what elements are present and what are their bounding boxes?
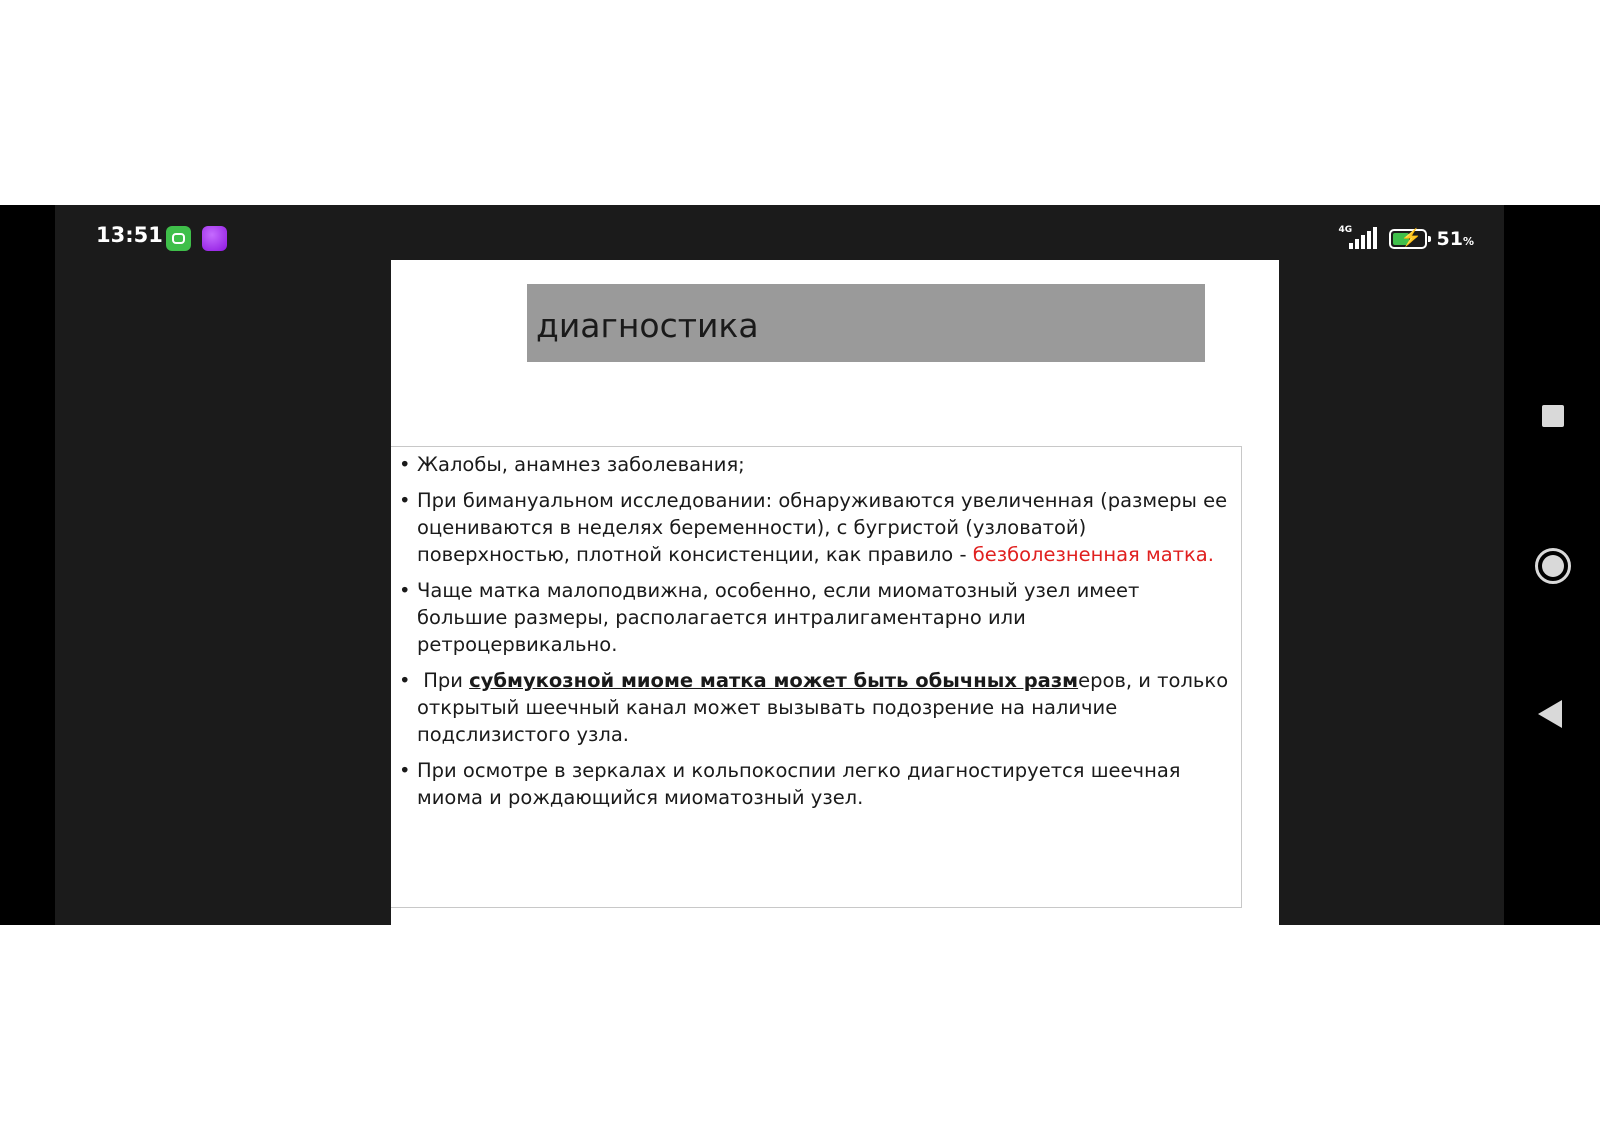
back-triangle-icon[interactable] (1538, 700, 1562, 728)
bullet-item: • При субмукозной миоме матка может быть обычных размеров, и только открытый шеечный канал может вызывать подозрение на наличие подслизистого узла. (391, 667, 1241, 748)
presentation-slide (391, 260, 1279, 925)
bullet-item: • Жалобы, анамнез заболевания; (391, 451, 1241, 478)
battery-icon: ⚡ (1389, 229, 1427, 249)
home-circle-icon[interactable] (1535, 548, 1571, 584)
highlighted-text: безболезненная матка. (972, 543, 1214, 566)
signal-icon (1337, 226, 1379, 252)
slide-title: диагностика (536, 305, 759, 345)
status-indicators (1337, 225, 1474, 253)
android-icon (166, 226, 191, 251)
bullet-item: • Чаще матка малоподвижна, особенно, если миоматозный узел имеет большие размеры, располагается интралигаментарно или ретроцервикально. (391, 577, 1241, 658)
purple-app-icon (202, 226, 227, 251)
emphasized-text: субмукозной миоме матка может быть обычных разм (469, 669, 1079, 692)
phone-frame (0, 205, 1600, 925)
bullet-item: • При осмотре в зеркалах и кольпокоспии легко диагностируется шеечная миома и рождающийся миоматозный узел. (391, 757, 1241, 811)
battery-percent: 51% (1436, 228, 1474, 250)
phone-screen (55, 205, 1504, 925)
status-time: 13:51 (96, 223, 163, 247)
network-type: 4G (1338, 225, 1353, 235)
bullet-list (391, 447, 1241, 811)
recent-apps-square-icon[interactable] (1542, 405, 1564, 427)
slide-content (391, 446, 1242, 908)
bullet-item: • При бимануальном исследовании: обнаруживаются увеличенная (размеры ее оцениваются в неделях беременности), с бугристой (узловатой) поверхностью, плотной консистенции, как правило - безболезненная матка. (391, 487, 1241, 568)
slide-title-box (527, 284, 1205, 362)
